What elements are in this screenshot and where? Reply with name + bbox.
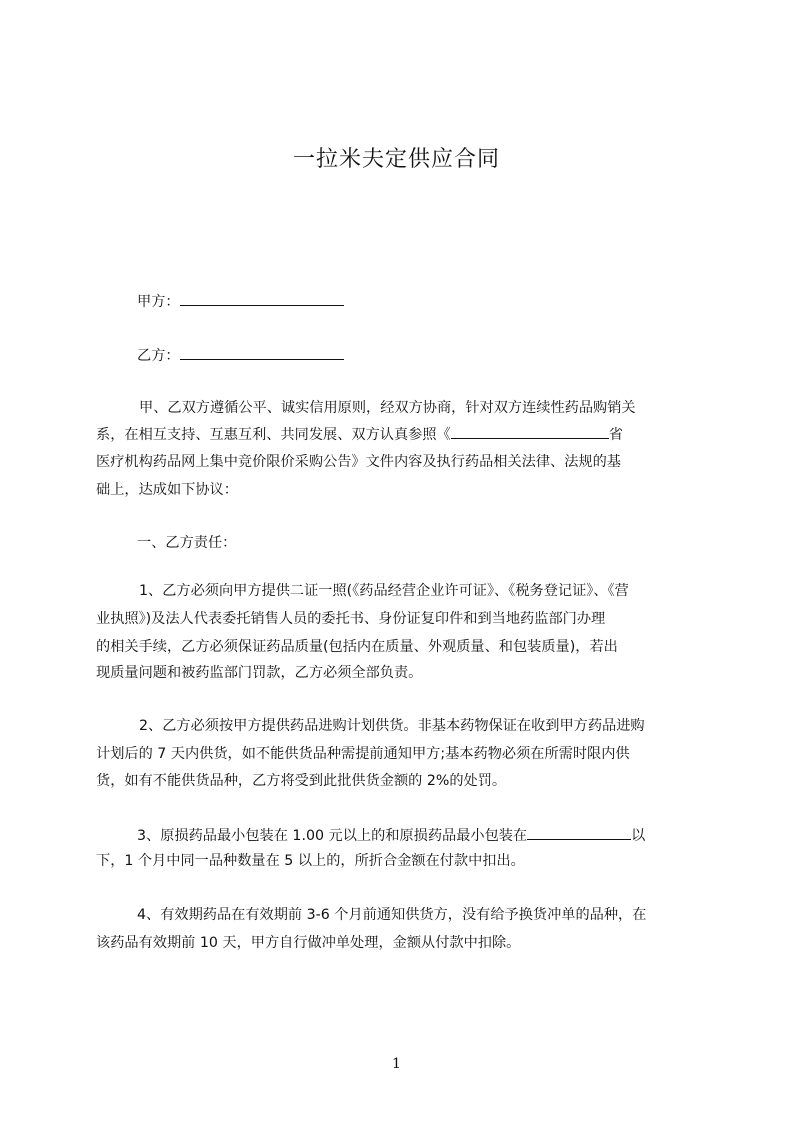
clause-3-line-1 (137, 825, 645, 846)
page-number: 1 (392, 1056, 401, 1072)
intro-line-2-end: 省 (608, 427, 623, 443)
party-a-blank (180, 291, 344, 306)
clause-3-line-2: 下，1 个月中同一品种数量在 5 以上的，所折合金额在付款中扣出。 (96, 853, 525, 869)
amount-blank (527, 825, 631, 840)
party-a-label: 甲方： (137, 294, 180, 310)
clause-3-line-1-end: 以 (631, 828, 646, 844)
clause-2-line-3: 货，如有不能供货品种，乙方将受到此批供货金额的 2%的处罚。 (96, 773, 507, 789)
party-b-line (137, 345, 344, 366)
intro-line-4: 础上，达成如下协议： (96, 482, 238, 498)
section-1-heading: 一、乙方责任： (137, 535, 237, 551)
party-b-label: 乙方： (137, 348, 180, 364)
clause-1-line-3: 的相关手续，乙方必须保证药品质量(包括内在质量、外观质量、和包装质量)，若出 (96, 639, 618, 655)
clause-2-line-1: 2、乙方必须按甲方提供药品进购计划供货。非基本药物保证在收到甲方药品进购 (139, 718, 645, 734)
intro-line-2-text: 系，在相互支持、互惠互利、共同发展、双方认真参照《 (96, 427, 451, 443)
clause-1-line-4: 现质量问题和被药监部门罚款，乙方必须全部负责。 (96, 665, 423, 681)
clause-4-line-1: 4、有效期药品在有效期前 3-6 个月前通知供货方，没有给予换货冲单的品种，在 (137, 907, 647, 923)
intro-line-3: 医疗机构药品网上集中竞价限价采购公告》文件内容及执行药品相关法律、法规的基 (96, 454, 621, 470)
province-blank (451, 424, 609, 439)
party-a-line (137, 291, 344, 312)
intro-line-2 (96, 424, 623, 445)
party-b-blank (180, 345, 344, 360)
clause-3-line-1-text: 3、原损药品最小包装在 1.00 元以上的和原损药品最小包装在 (137, 828, 528, 844)
clause-2-line-2: 计划后的 7 天内供货，如不能供货品种需提前通知甲方;基本药物必须在所需时限内供 (96, 746, 630, 762)
clause-1-line-1: 1、乙方必须向甲方提供二证一照(《药品经营企业许可证》、《税务登记证》、《营 (139, 583, 629, 599)
document-title: 一拉米夫定供应合同 (292, 147, 500, 172)
clause-1-line-2: 业执照》)及法人代表委托销售人员的委托书、身份证复印件和到当地药监部门办理 (96, 611, 606, 627)
intro-line-1: 甲、乙双方遵循公平、诚实信用原则，经双方协商，针对双方连续性药品购销关 (139, 400, 636, 416)
clause-4-line-2: 该药品有效期前 10 天，甲方自行做冲单处理，金额从付款中扣除。 (96, 935, 521, 951)
